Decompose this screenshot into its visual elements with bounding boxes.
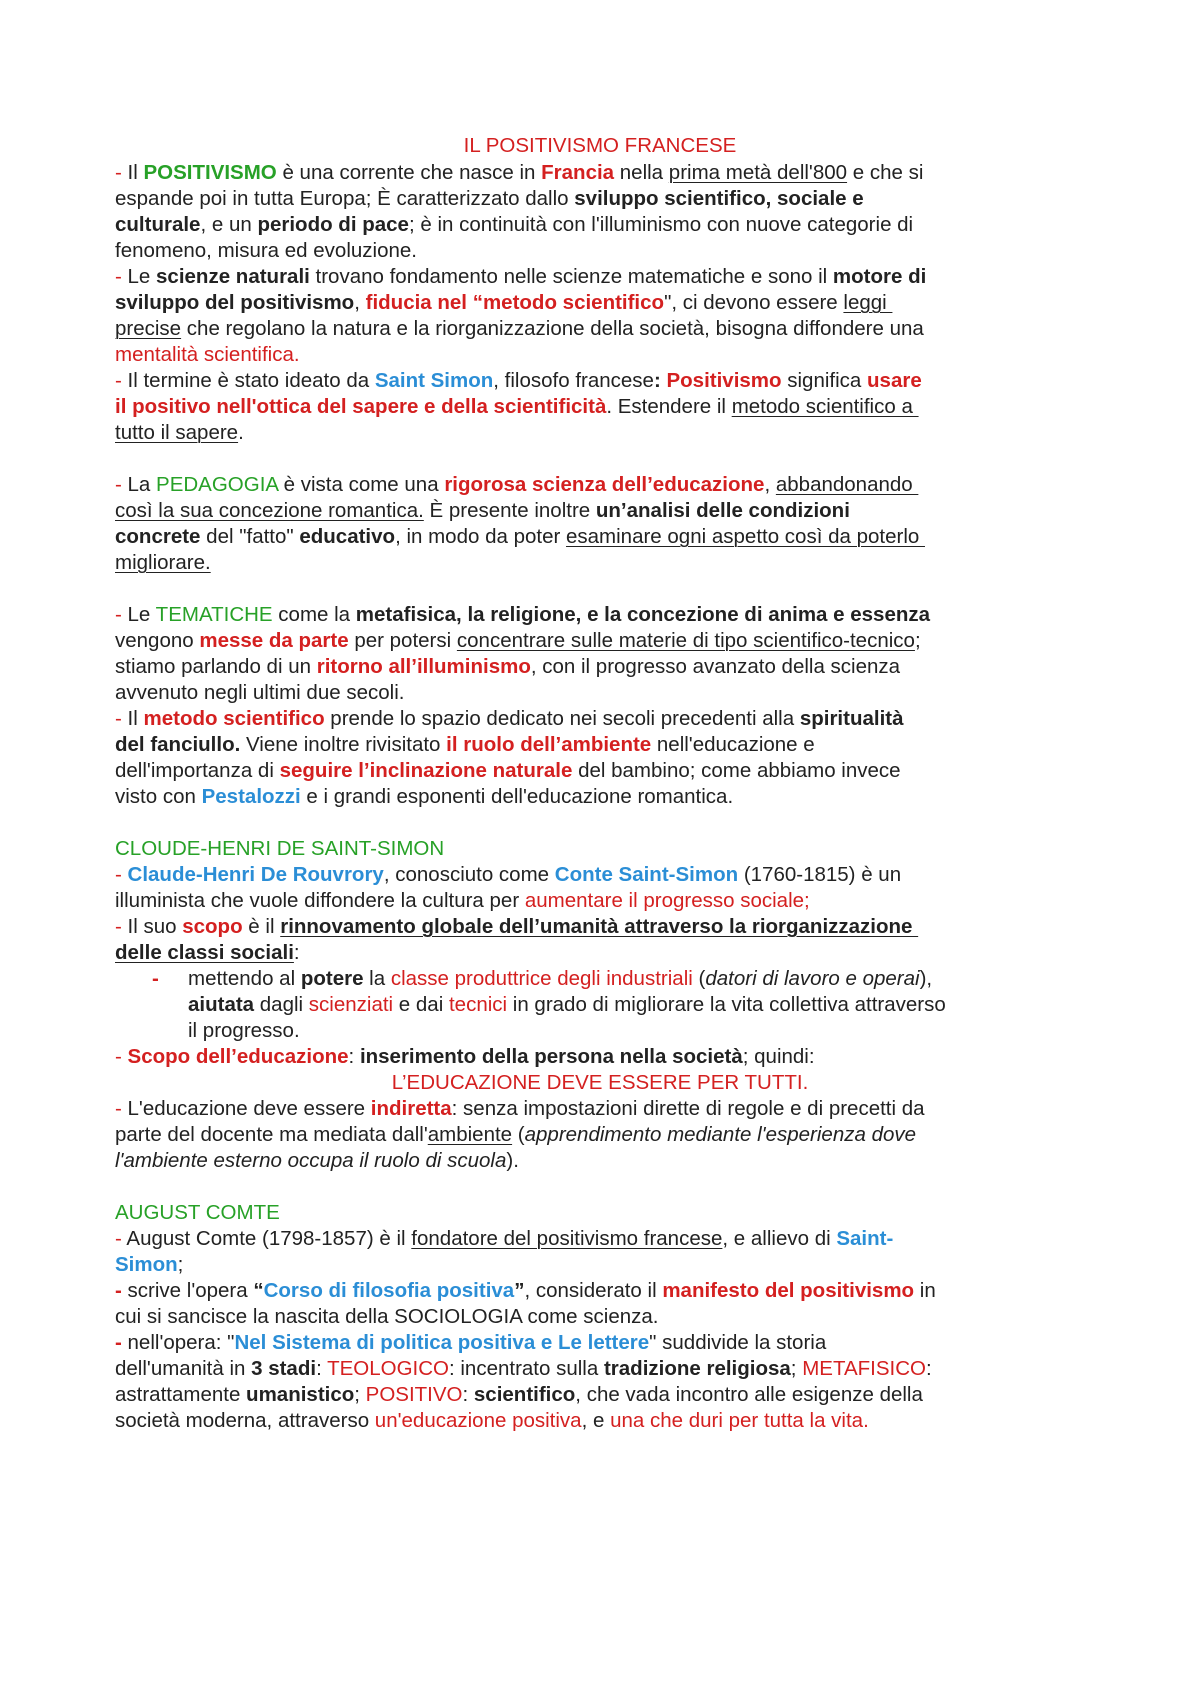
text-run: e dai <box>393 993 449 1016</box>
text-run: - <box>115 915 128 938</box>
text-run: del "fatto" <box>200 525 300 548</box>
text-run: scientifico <box>473 1383 576 1406</box>
text-run: potere <box>300 967 364 990</box>
text-run: significa <box>781 369 868 392</box>
text-run: sviluppo scientifico, sociale e <box>574 187 864 210</box>
text-run: ritorno all’illuminismo <box>316 655 531 678</box>
text-run: , <box>354 291 366 314</box>
text-run: che regolano la natura e la riorganizzazione della società, bisogna diffondere una <box>181 317 924 340</box>
text-run: tecnici <box>448 993 508 1016</box>
text-run: avvenuto negli ultimi due secoli. <box>115 681 405 704</box>
text-run: Saint- <box>836 1227 894 1250</box>
text-run: leggi <box>843 291 893 314</box>
text-run: vengono <box>115 629 200 652</box>
text-run: . Estendere il <box>606 395 732 418</box>
text-run: PEDAGOGIA <box>156 473 278 496</box>
text-run: : incentrato sulla <box>448 1357 604 1380</box>
text-run: dell'umanità in <box>115 1357 252 1380</box>
text-run: spiritualità <box>799 707 904 730</box>
text-run: - <box>115 1227 127 1250</box>
text-run: TEOLOGICO <box>327 1357 449 1380</box>
text-run: delle classi sociali <box>115 941 294 964</box>
text-run: La <box>127 473 157 496</box>
text-run: la <box>363 967 391 990</box>
text-run: il positivo nell'ottica del sapere e della scientificità <box>115 395 607 418</box>
text-run: mettendo al <box>188 967 301 990</box>
text-run: concentrare sulle materie di tipo scientifico-tecnico <box>456 629 915 652</box>
text-run: ambiente <box>427 1123 513 1146</box>
text-line <box>115 1278 936 1306</box>
text-run: sviluppo del positivismo <box>115 291 355 314</box>
text-run: ; <box>354 1383 366 1406</box>
text-run: un’analisi delle condizioni <box>595 499 850 522</box>
text-run: , che vada incontro alle esigenze della <box>575 1383 923 1406</box>
text-run: Corso di filosofia positiva <box>263 1279 515 1302</box>
text-run: " suddivide la storia <box>649 1331 827 1354</box>
text-run: una che duri per tutta la vita. <box>610 1409 869 1432</box>
text-run: manifesto del positivismo <box>662 1279 915 1302</box>
text-line <box>115 1200 280 1228</box>
text-line <box>115 238 417 266</box>
text-run: : <box>293 941 300 964</box>
text-run: come la <box>272 603 356 626</box>
text-run: : <box>925 1357 932 1380</box>
text-line <box>115 1304 658 1332</box>
text-run: - <box>115 473 128 496</box>
bullet-marker: - <box>152 967 159 990</box>
text-run: Conte Saint-Simon <box>554 863 739 886</box>
text-run: fiducia nel “metodo scientifico <box>365 291 665 314</box>
text-run: del fanciullo. <box>115 733 241 756</box>
text-run: Il termine è stato ideato da <box>127 369 375 392</box>
text-run: messe da parte <box>199 629 349 652</box>
text-run: 3 stadi <box>251 1357 317 1380</box>
text-run: in <box>914 1279 936 1302</box>
text-line <box>115 316 924 344</box>
text-line <box>115 914 918 942</box>
text-run: Nel Sistema di politica positiva e Le lettere <box>234 1331 650 1354</box>
text-run: classe produttrice degli industriali <box>390 967 693 990</box>
text-run: migliorare. <box>115 551 211 574</box>
text-run: abbandonando <box>775 473 919 496</box>
text-run: ; quindi: <box>742 1045 815 1068</box>
text-run: - <box>115 265 128 288</box>
text-line <box>115 888 810 916</box>
text-run: ” <box>514 1279 525 1302</box>
text-run: fenomeno, misura ed evoluzione. <box>115 239 417 262</box>
text-run: ). <box>506 1149 519 1172</box>
text-run: parte del docente ma mediata dall' <box>115 1123 428 1146</box>
text-run: tutto il sapere <box>115 421 239 444</box>
text-run: ", ci devono essere <box>664 291 844 314</box>
text-run: Viene inoltre rivisitato <box>240 733 447 756</box>
text-line <box>115 628 921 656</box>
text-run: espande poi in tutta Europa; È caratterizzato dallo <box>115 187 575 210</box>
text-line <box>115 940 300 968</box>
text-run: fondatore del positivismo francese <box>411 1227 723 1250</box>
text-run: e che si <box>847 161 924 184</box>
text-run: del bambino; come abbiamo invece <box>572 759 901 782</box>
text-run: rinnovamento globale dell’umanità attraverso la riorganizzazione <box>280 915 919 938</box>
text-run: metafisica, la religione, e la concezione di anima e essenza <box>355 603 931 626</box>
text-run: rigorosa scienza dell’educazione <box>444 473 765 496</box>
text-run: AUGUST COMTE <box>115 1201 280 1224</box>
text-run: , <box>764 473 776 496</box>
text-run: nella <box>614 161 669 184</box>
text-run: Pestalozzi <box>201 785 301 808</box>
text-run: ; <box>790 1357 803 1380</box>
text-run: è una corrente che nasce in <box>276 161 542 184</box>
text-line <box>115 394 919 422</box>
text-run: scopo <box>182 915 243 938</box>
text-line <box>115 1096 925 1124</box>
text-run: motore di <box>832 265 927 288</box>
text-run: un'educazione positiva <box>374 1409 582 1432</box>
text-run: - <box>115 369 128 392</box>
text-line <box>115 1122 916 1150</box>
text-run: mentalità scientifica. <box>115 343 300 366</box>
text-run: CLOUDE-HENRI DE SAINT-SIMON <box>115 837 445 860</box>
text-run: Il suo <box>127 915 183 938</box>
text-run: , con il progresso avanzato della scienza <box>530 655 901 678</box>
text-line <box>115 1408 869 1436</box>
text-line <box>115 524 925 552</box>
text-run: : <box>348 1045 360 1068</box>
text-run: nell'educazione e <box>651 733 815 756</box>
text-run: - <box>115 161 128 184</box>
text-run: Il <box>127 707 144 730</box>
text-run: : <box>316 1357 328 1380</box>
text-run: - <box>115 1097 128 1120</box>
text-run: “ <box>253 1279 264 1302</box>
text-line <box>188 1018 300 1046</box>
text-run: August Comte (1798-1857) è il <box>126 1227 412 1250</box>
text-run: : <box>462 1383 474 1406</box>
text-run: , in modo da poter <box>395 525 566 548</box>
text-run: in grado di migliorare la vita collettiva attraverso <box>507 993 946 1016</box>
text-line <box>115 264 926 292</box>
text-run: illuminista che vuole diffondere la cultura per <box>115 889 525 912</box>
text-line <box>115 1148 519 1176</box>
text-line <box>115 706 904 734</box>
text-run: È presente inoltre <box>423 499 596 522</box>
text-run: - <box>115 603 128 626</box>
text-run: ; <box>914 629 921 652</box>
text-run: scrive l'opera <box>127 1279 254 1302</box>
text-run: apprendimento mediante l'esperienza dove <box>524 1123 917 1146</box>
text-run: ; <box>177 1253 184 1276</box>
text-run: metodo scientifico <box>143 707 325 730</box>
text-run: : senza impostazioni dirette di regole e di precetti da <box>451 1097 925 1120</box>
text-run: Saint Simon <box>374 369 494 392</box>
text-run: Scopo dell’educazione <box>127 1045 349 1068</box>
text-run: Francia <box>541 161 615 184</box>
text-run: metodo scientifico a <box>731 395 919 418</box>
text-run: - <box>115 1045 128 1068</box>
text-run: , e un <box>200 213 258 236</box>
text-run: L'educazione deve essere <box>127 1097 371 1120</box>
text-run: Claude-Henri De Rouvrory <box>127 863 384 886</box>
text-line <box>115 1044 815 1072</box>
text-line <box>115 472 918 500</box>
text-run: IL POSITIVISMO FRANCESE <box>463 134 737 157</box>
text-run: ( <box>692 967 706 990</box>
text-run: . <box>238 421 244 444</box>
text-line <box>115 420 244 448</box>
text-run: aiutata <box>188 993 255 1016</box>
text-run: dagli <box>254 993 309 1016</box>
text-run: , filosofo francese <box>493 369 654 392</box>
text-run: seguire l’inclinazione naturale <box>279 759 573 782</box>
text-run: , e <box>581 1409 611 1432</box>
text-run: indiretta <box>370 1097 452 1120</box>
text-run: per potersi <box>348 629 457 652</box>
text-line <box>115 1330 826 1358</box>
text-run: educativo <box>299 525 396 548</box>
text-line <box>115 342 300 370</box>
text-line <box>115 784 733 812</box>
text-line <box>188 966 932 994</box>
text-run: scienze naturali <box>156 265 310 288</box>
text-run: ; è in continuità con l'illuminismo con nuove categorie di <box>408 213 914 236</box>
text-line <box>115 862 901 890</box>
text-line <box>188 992 946 1020</box>
text-run: - <box>115 707 128 730</box>
text-line <box>115 368 922 396</box>
text-run: inserimento della persona nella società <box>359 1045 743 1068</box>
text-run: il ruolo dell’ambiente <box>446 733 652 756</box>
text-run: società moderna, attraverso <box>115 1409 375 1432</box>
text-run: POSITIVISMO <box>143 161 277 184</box>
text-run: culturale <box>115 213 201 236</box>
text-run: L’EDUCAZIONE DEVE ESSERE PER TUTTI. <box>391 1071 809 1094</box>
text-run: trovano fondamento nelle scienze matematiche e sono il <box>309 265 833 288</box>
text-line <box>115 212 913 240</box>
text-run: esaminare ogni aspetto così da poterlo <box>566 525 925 548</box>
text-run: cui si sancisce la nascita della SOCIOLOGIA come scienza. <box>115 1305 659 1328</box>
text-run: METAFISICO <box>802 1357 926 1380</box>
text-line <box>115 680 404 708</box>
text-line <box>115 1356 932 1384</box>
text-run: precise <box>115 317 182 340</box>
text-run: , conosciuto come <box>383 863 555 886</box>
text-line <box>115 1252 183 1280</box>
text-run: Le <box>127 265 157 288</box>
text-run: ), <box>919 967 933 990</box>
text-run: l'ambiente esterno occupa il ruolo di scuola <box>115 1149 507 1172</box>
text-run: umanistico <box>246 1383 355 1406</box>
text-run: è il <box>242 915 281 938</box>
text-run: Il <box>127 161 144 184</box>
text-line <box>115 498 850 526</box>
text-line <box>115 186 864 214</box>
text-line <box>115 1382 923 1410</box>
centered-heading-line <box>0 1070 1200 1098</box>
text-run: scienziati <box>308 993 394 1016</box>
text-run: Positivismo <box>666 369 782 392</box>
text-run: usare <box>867 369 922 392</box>
text-line <box>115 654 900 682</box>
text-run: periodo di pace <box>257 213 409 236</box>
text-run: nell'opera: " <box>127 1331 235 1354</box>
text-run: , e allievo di <box>722 1227 837 1250</box>
text-run: , considerato il <box>524 1279 663 1302</box>
text-line <box>115 160 923 188</box>
text-run: visto con <box>115 785 202 808</box>
text-run: ( <box>512 1123 525 1146</box>
text-run: Le <box>127 603 156 626</box>
text-run: aumentare il progresso sociale; <box>524 889 810 912</box>
text-line <box>115 550 211 578</box>
text-run: e i grandi esponenti dell'educazione romantica. <box>300 785 734 808</box>
text-line <box>115 602 930 630</box>
text-run: : <box>653 369 667 392</box>
text-run: Simon <box>115 1253 178 1276</box>
text-run: datori di lavoro e operai <box>705 967 920 990</box>
text-run: TEMATICHE <box>155 603 273 626</box>
text-run: prima metà dell'800 <box>668 161 848 184</box>
text-run: - <box>115 1279 128 1302</box>
text-run: così la sua concezione romantica. <box>115 499 424 522</box>
text-run: il progresso. <box>188 1019 300 1042</box>
text-run: - <box>115 863 128 886</box>
text-run: concrete <box>115 525 201 548</box>
text-line <box>115 836 444 864</box>
text-run: dell'importanza di <box>115 759 280 782</box>
text-run: è vista come una <box>277 473 445 496</box>
text-run: - <box>115 1331 128 1354</box>
text-line <box>115 732 815 760</box>
text-run: (1760-1815) è un <box>738 863 902 886</box>
text-line <box>115 290 892 318</box>
text-run: POSITIVO <box>365 1383 463 1406</box>
text-run: tradizione religiosa <box>603 1357 791 1380</box>
text-run: astrattamente <box>115 1383 247 1406</box>
text-line <box>115 1226 893 1254</box>
text-run: prende lo spazio dedicato nei secoli precedenti alla <box>324 707 800 730</box>
centered-heading-line <box>0 133 1200 161</box>
text-line <box>115 758 901 786</box>
text-run: stiamo parlando di un <box>115 655 317 678</box>
